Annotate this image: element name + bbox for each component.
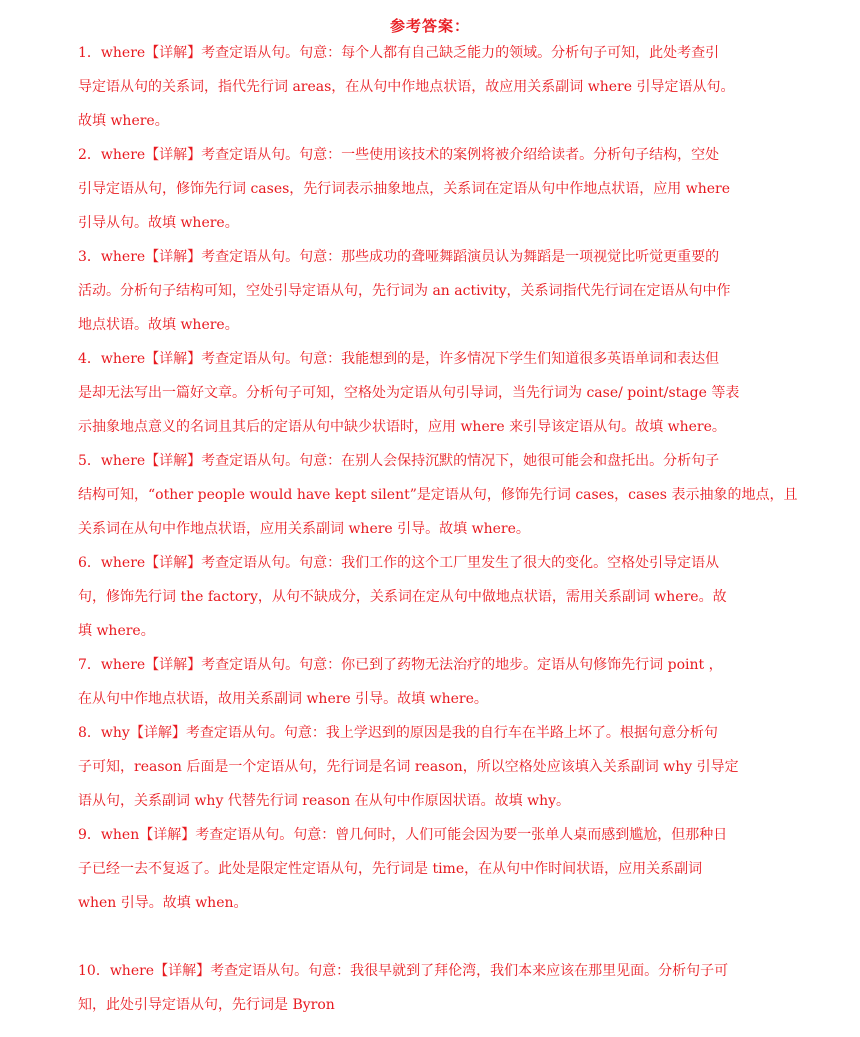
text-line: 示抽象地点意义的名词且其后的定语从句中缺少状语时，应用 where 来引导该定语从句。故填 where。: [78, 419, 726, 435]
text-line: 在从句中作地点状语，故用关系副词 where 引导。故填 where。: [78, 691, 488, 707]
text-line: 是却无法写出一篇好文章。分析句子可知，空格处为定语从句引导词，当先行词为 case/ point/stage 等表: [78, 385, 740, 401]
text-line: 子可知，reason 后面是一个定语从句，先行词是名词 reason，所以空格处应该填入关系副词 why 引导定: [78, 759, 739, 775]
text-line: 句，修饰先行词 the factory，从句不缺成分，关系词在定从句中做地点状语，需用关系副词 where。故: [78, 589, 727, 605]
text-line: 9．when【详解】考查定语从句。句意：曾几何时，人们可能会因为要一张单人桌而感到尴尬，但那种日: [78, 827, 728, 843]
text-line: 地点状语。故填 where。: [78, 317, 239, 333]
text-line: 3．where【详解】考查定语从句。句意：那些成功的聋哑舞蹈演员认为舞蹈是一项视觉比听觉更重要的: [78, 249, 720, 265]
text-line: when 引导。故填 when。: [78, 895, 248, 911]
text-line: 活动。分析句子结构可知，空处引导定语从句，先行词为 an activity，关系词指代先行词在定语从句中作: [78, 283, 731, 299]
text-line: 8．why【详解】考查定语从句。句意：我上学迟到的原因是我的自行车在半路上坏了。根据句意分析句: [78, 725, 718, 741]
text-line: 填 where。: [78, 623, 155, 639]
text-line: 10．where【详解】考查定语从句。句意：我很早就到了拜伦湾，我们本来应该在那里见面。分析句子可: [78, 963, 729, 979]
text-line: 4．where【详解】考查定语从句。句意：我能想到的是，许多情况下学生们知道很多英语单词和表达但: [78, 351, 720, 367]
page-title: 参考答案：: [389, 17, 470, 35]
text-line: 子已经一去不复返了。此处是限定性定语从句，先行词是 time，在从句中作时间状语，应用关系副词: [78, 861, 703, 877]
text-line: 5．where【详解】考查定语从句。句意：在别人会保持沉默的情况下，她很可能会和盘托出。分析句子: [78, 453, 720, 469]
text-line: 1．where【详解】考查定语从句。句意：每个人都有自己缺乏能力的领域。分析句子可知，此处考查引: [78, 45, 720, 61]
text-line: 结构可知，“other people would have kept silent”是定语从句，修饰先行词 cases，cases 表示抽象的地点，且: [78, 487, 798, 503]
text-line: 导定语从句的关系词，指代先行词 areas，在从句中作地点状语，故应用关系副词 where 引导定语从句。: [78, 79, 735, 95]
text-line: 6．where【详解】考查定语从句。句意：我们工作的这个工厂里发生了很大的变化。空格处引导定语从: [78, 555, 720, 571]
text-line: 语从句，关系副词 why 代替先行词 reason 在从句中作原因状语。故填 why。: [78, 793, 571, 809]
text-line: 故填 where。: [78, 113, 169, 129]
text-line: 2．where【详解】考查定语从句。句意：一些使用该技术的案例将被介绍给读者。分析句子结构，空处: [78, 147, 720, 163]
text-line: 引导从句。故填 where。: [78, 215, 239, 231]
text-line: 知，此处引导定语从句，先行词是 Byron: [78, 997, 335, 1013]
text-line: 引导定语从句，修饰先行词 cases，先行词表示抽象地点，关系词在定语从句中作地点状语，应用 where: [78, 181, 731, 197]
text-line: 关系词在从句中作地点状语，应用关系副词 where 引导。故填 where。: [78, 521, 530, 537]
text-line: 7．where【详解】考查定语从句。句意：你已到了药物无法治疗的地步。定语从句修饰先行词 point ，: [78, 657, 723, 673]
